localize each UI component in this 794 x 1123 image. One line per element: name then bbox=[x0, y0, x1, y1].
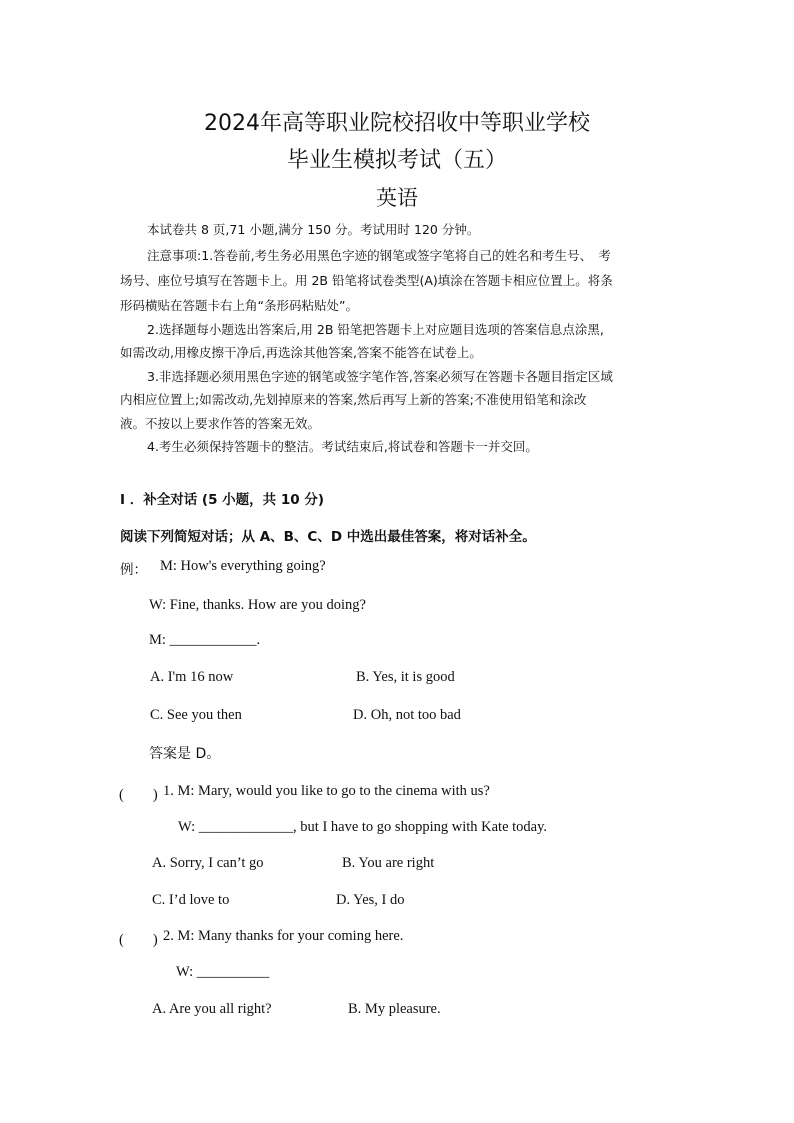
example-answer: 答案是 D。 bbox=[149, 746, 221, 762]
example-option-d: D. Oh, not too bad bbox=[353, 707, 461, 723]
q1-option-a: A. Sorry, I can’t go bbox=[152, 855, 264, 871]
example-m-line: M: How's everything going? bbox=[160, 558, 326, 574]
note3-line3: 液。不按以上要求作答的答案无效。 bbox=[120, 416, 321, 431]
example-option-c: C. See you then bbox=[150, 707, 242, 723]
subject-title: 英语 bbox=[376, 186, 418, 210]
q1-option-d: D. Yes, I do bbox=[336, 892, 405, 908]
exam-intro: 本试卷共 8 页,71 小题,满分 150 分。考试用时 120 分钟。 bbox=[147, 222, 480, 237]
note4: 4.考生必须保持答题卡的整洁。考试结束后,将试卷和答题卡一并交回。 bbox=[147, 439, 538, 454]
q2-option-a: A. Are you all right? bbox=[152, 1001, 272, 1017]
example-option-a: A. I'm 16 now bbox=[150, 669, 234, 685]
q1-answer-paren: ( ) bbox=[119, 787, 158, 803]
q1-option-b: B. You are right bbox=[342, 855, 435, 871]
q2-prompt: 2. M: Many thanks for your coming here. bbox=[163, 928, 404, 944]
note1-line1: 注意事项:1.答卷前,考生务必用黑色字迹的钢笔或签字笔将自己的姓名和考生号、 考 bbox=[147, 248, 611, 263]
section1-heading: Ⅰ ．补全对话 (5 小题，共 10 分) bbox=[120, 492, 325, 508]
note2-line1: 2.选择题每小题选出答案后,用 2B 铅笔把答题卡上对应题目选项的答案信息点涂黑, bbox=[147, 322, 604, 337]
example-option-b: B. Yes, it is good bbox=[356, 669, 455, 685]
section1-directive: 阅读下列简短对话；从 A、B、C、D 中选出最佳答案，将对话补全。 bbox=[120, 529, 536, 545]
example-m-blank: M: ____________. bbox=[149, 632, 261, 648]
q2-option-b: B. My pleasure. bbox=[348, 1001, 441, 1017]
note3-line1: 3.非选择题必须用黑色字迹的钢笔或签字笔作答,答案必须写在答题卡各题目指定区域 bbox=[147, 369, 613, 384]
q1-reply: W: _____________, but I have to go shopping with Kate today. bbox=[178, 819, 548, 835]
exam-title-line2: 毕业生模拟考试（五） bbox=[286, 148, 507, 173]
q1-option-c: C. I’d love to bbox=[152, 892, 230, 908]
note3-line2: 内相应位置上;如需改动,先划掉原来的答案,然后再写上新的答案;不准使用铅笔和涂改 bbox=[120, 392, 587, 407]
note1-line2: 场号、座位号填写在答题卡上。用 2B 铅笔将试卷类型(A)填涂在答题卡相应位置上。将条 bbox=[120, 273, 613, 288]
q2-reply: W: __________ bbox=[176, 964, 270, 980]
example-label: 例： bbox=[120, 562, 147, 578]
q1-prompt: 1. M: Mary, would you like to go to the cinema with us? bbox=[163, 783, 490, 799]
example-w-line: W: Fine, thanks. How are you doing? bbox=[149, 597, 366, 613]
q2-answer-paren: ( ) bbox=[119, 932, 158, 948]
note2-line2: 如需改动,用橡皮擦干净后,再选涂其他答案,答案不能答在试卷上。 bbox=[120, 345, 482, 360]
note1-line3: 形码横贴在答题卡右上角“条形码粘贴处”。 bbox=[120, 298, 358, 313]
exam-title-line1: 2024年高等职业院校招收中等职业学校 bbox=[204, 111, 590, 136]
